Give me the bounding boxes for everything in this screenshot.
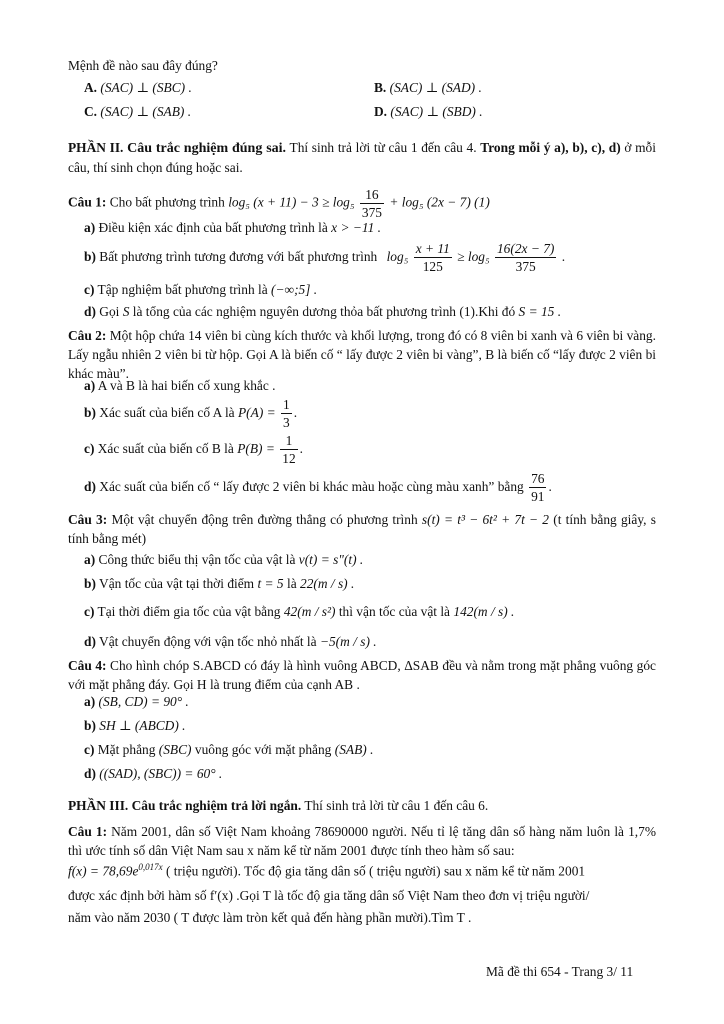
q4-d-label: d) [84, 766, 96, 781]
q1-item-b[interactable] [84, 240, 565, 275]
p3q1-fexp: 0,017x [138, 862, 163, 872]
q2-c-text: Xác suất của biến cố B là [97, 441, 234, 456]
page-footer: Mã đề thi 654 - Trang 3/ 11 [486, 964, 634, 979]
q4-item-b[interactable] [84, 718, 186, 734]
choice-b-label: B. [374, 80, 387, 95]
q4-stem [68, 656, 656, 694]
q2-b-expr: P(A) = [238, 405, 276, 420]
q1-d-text1: Gọi [99, 304, 120, 319]
q1-a-label: a) [84, 220, 96, 235]
q4-a-expr: (SB, CD) = 90° . [98, 694, 189, 709]
q1-d-text2: là tổng của các nghiệm nguyên dương thỏa bất phương trình [132, 304, 456, 319]
q2-b-num: 1 [283, 397, 290, 413]
choice-b-expr: (SAC) ⊥ (SAD) . [389, 80, 482, 95]
p3q1-label: Câu 1: [68, 824, 108, 839]
q1-b-end: . [561, 249, 566, 264]
q4-c-label: c) [84, 742, 95, 757]
q1-a-text: Điều kiện xác định của bất phương trình là [98, 220, 328, 235]
q4-text: Cho hình chóp S.ABCD có đáy là hình vuông ABCD, ΔSAB đều và nằm trong mặt phẳng vuông góc với mặt phẳng đáy. Gọi H là trung điểm của cạnh AB . [68, 658, 656, 692]
q2-item-a[interactable] [84, 378, 276, 394]
q3-item-a[interactable] [84, 552, 363, 568]
q1-item-d[interactable] [84, 304, 561, 320]
q4-d-expr: ((SAD), (SBC)) = 60° . [99, 766, 223, 781]
part2-title-b: Câu trắc nghiệm đúng sai. [127, 141, 287, 156]
q3-d-label: d) [84, 634, 96, 649]
q3-text2: (t tính bằng giây, s tính bằng mét) [68, 512, 656, 546]
q3-label: Câu 3: [68, 512, 108, 527]
q1-frac-num: 16 [360, 186, 384, 204]
q4-c-expr1: (SBC) [158, 742, 192, 757]
choice-a-expr: (SAC) ⊥ (SBC) . [100, 80, 192, 95]
q1-c-expr: (−∞;5] . [271, 282, 318, 297]
q4-item-d[interactable] [84, 766, 222, 782]
q3-stem [68, 510, 656, 548]
q1-fraction [360, 186, 384, 221]
choice-c-expr: (SAC) ⊥ (SAB) . [100, 104, 192, 119]
q1-d-text3: .Khi đó [474, 304, 516, 319]
part3-heading [68, 798, 488, 814]
q1-b-label: b) [84, 249, 96, 264]
part2-title-a: PHẦN II. [68, 140, 124, 155]
q2-b-den: 3 [283, 415, 290, 431]
choice-d-expr: (SAC) ⊥ (SBD) . [390, 104, 483, 119]
q4-b-expr: SH ⊥ (ABCD) . [99, 718, 186, 733]
part2-instr-c: ở mỗi câu, thí sinh chọn đúng hoặc sai. [68, 140, 656, 175]
p3q1-function-line [68, 862, 585, 879]
q3-d-expr: −5(m / s) . [319, 634, 377, 649]
q3-b-text2: là [286, 576, 297, 591]
q2-item-c[interactable]: c) Xác suất của biến cố B là P(B) = $\frac{1}{12}$ . [84, 433, 303, 467]
q2-d-frac [529, 470, 546, 505]
q1-b-frac1-num: x + 11 [415, 241, 450, 257]
q2-c-num: 1 [280, 432, 297, 450]
q2-b-text: Xác suất của biến cố A là [99, 405, 235, 420]
q2-c-den: 12 [282, 451, 296, 467]
q3-c-expr2: 142(m / s) . [453, 604, 515, 619]
q2-b-frac [281, 396, 292, 431]
q1-expr-a: log₅ (x + 11) − 3 ≥ log₅ [228, 194, 355, 210]
p3q1-line4: năm vào năm 2030 ( T được làm tròn kết quả đến hàng phần mười).Tìm T . [68, 910, 472, 925]
q3-a-text: Công thức biểu thị vận tốc của vật là [98, 552, 296, 567]
q4-c-expr2: (SAB) . [334, 742, 374, 757]
q3-expr: s(t) = t³ − 6t² + 7t − 2 [421, 512, 550, 527]
question-prompt: Mệnh đề nào sau đây đúng? [68, 58, 218, 73]
q1-d-ref: (1) [459, 304, 475, 319]
q1-a-expr: x > −11 . [331, 220, 381, 235]
part2-heading [68, 138, 656, 177]
q3-c-label: c) [84, 604, 95, 619]
q2-item-b[interactable]: b) Xác suất của biến cố A là P(A) = $\frac{1}{3}$ . [84, 397, 298, 431]
p3q1-fexpr: f(x) = 78,69e [68, 863, 139, 879]
q4-label: Câu 4: [68, 658, 107, 673]
part3-title: PHẦN III. Câu trắc nghiệm trả lời ngắn. [68, 798, 302, 813]
q3-c-expr1: 42(m / s²) [283, 604, 336, 619]
p3q1-stem [68, 822, 656, 860]
q3-item-d[interactable] [84, 634, 377, 650]
choice-d[interactable] [374, 104, 483, 120]
choice-a-label: A. [84, 80, 98, 95]
q3-text1: Một vật chuyển động trên đường thẳng có phương trình [111, 512, 418, 527]
choice-c-label: C. [84, 104, 98, 119]
q4-c-text1: Mặt phẳng [97, 742, 156, 757]
choice-b[interactable] [374, 80, 482, 96]
q2-text: Một hộp chứa 14 viên bi cùng kích thước và khối lượng, trong đó có 8 viên bi xanh và 6 viên bi vàng. Lấy ngẫu nhiên 2 viên bi từ hộp. Gọi A là biến cố “ lấy được 2 viên bi vàng”, B là biến cố “lấy được 2 viên bi khác màu”. [68, 328, 656, 381]
choice-a[interactable] [84, 80, 192, 96]
q1-b-frac1-den: 125 [422, 259, 443, 275]
p3q1-text2: ( triệu người). Tốc độ gia tăng dân số ( triệu người) sau x năm kể từ năm 2001 [166, 863, 586, 879]
q3-b-expr1: t = 5 [257, 576, 284, 591]
q3-b-expr2: 22(m / s) . [300, 576, 355, 591]
q1-b-frac2-num: 16(2x − 7) [496, 241, 555, 257]
q1-b-text: Bất phương trình tương đương với bất phương trình [99, 249, 378, 264]
q1-frac-den: 375 [361, 205, 382, 220]
q2-item-d[interactable]: d) Xác suất của biến cố “ lấy được 2 viên bi khác màu hoặc cùng màu xanh” bằng $\frac{76}{91}$ . [84, 471, 552, 505]
q4-c-text2: vuông góc với mặt phẳng [194, 742, 332, 757]
q2-d-den: 91 [531, 489, 545, 505]
q1-stem [68, 186, 490, 221]
q3-a-expr: v(t) = s"(t) . [298, 552, 364, 567]
part3-instr: Thí sinh trả lời từ câu 1 đến câu 6. [304, 798, 489, 813]
p3q1-text: Năm 2001, dân số Việt Nam khoảng 78690000 người. Nếu tỉ lệ tăng dân số hàng năm luôn là 1,7% thì ước tính số dân Việt Nam sau x năm kể từ năm 2001 được tính theo hàm số sau: [68, 824, 656, 858]
q2-stem [68, 326, 656, 383]
choice-c[interactable] [84, 104, 191, 120]
q1-c-label: c) [84, 282, 95, 297]
q2-label: Câu 2: [68, 328, 107, 343]
q1-b-frac2 [495, 240, 556, 275]
q3-item-b[interactable] [84, 576, 354, 592]
q2-a-text: A và B là hai biến cố xung khắc . [97, 378, 276, 393]
q2-c-expr: P(B) = [237, 441, 275, 456]
q1-item-c[interactable] [84, 282, 317, 298]
q2-d-label: d) [84, 479, 96, 494]
p3q1-line3: được xác định bởi hàm số f′(x) .Gọi T là tốc độ gia tăng dân số Việt Nam theo đơn vị triệu người/ [68, 888, 590, 903]
q3-c-text2: thì vận tốc của vật là [338, 604, 451, 619]
q2-a-label: a) [84, 378, 96, 393]
q1-text: Cho bất phương trình [109, 194, 225, 210]
q1-b-mid: ≥ log₅ [457, 249, 490, 264]
q1-b-frac1 [414, 240, 452, 275]
q2-d-text: Xác suất của biến cố “ lấy được 2 viên bi khác màu hoặc cùng màu xanh” bằng [99, 479, 524, 494]
q3-d-text: Vật chuyển động với vận tốc nhỏ nhất là [99, 634, 317, 649]
q2-d-num: 76 [531, 471, 545, 487]
q1-d-expr: S = 15 . [518, 304, 562, 319]
q1-expr-b: + log₅ (2x − 7) (1) [389, 194, 490, 210]
q4-item-a[interactable] [84, 694, 189, 710]
q3-b-text1: Vận tốc của vật tại thời điểm [99, 576, 255, 591]
q1-c-text: Tập nghiệm bất phương trình là [97, 282, 268, 297]
choice-d-label: D. [374, 104, 388, 119]
q1-item-a[interactable] [84, 220, 381, 236]
q2-b-label: b) [84, 405, 96, 420]
q1-d-var: S [122, 304, 130, 319]
q1-label: Câu 1: [68, 194, 107, 210]
q4-item-c[interactable] [84, 742, 373, 758]
q3-b-label: b) [84, 576, 96, 591]
q3-item-c[interactable] [84, 604, 514, 620]
q2-c-label: c) [84, 441, 95, 456]
q3-a-label: a) [84, 552, 96, 567]
q1-b-log1: log₅ [386, 249, 409, 264]
part2-instr-a: Thí sinh trả lời từ câu 1 đến câu 4. [289, 140, 477, 155]
part2-instr-b: Trong mỗi ý a), b), c), d) [480, 140, 621, 155]
q3-c-text1: Tại thời điểm gia tốc của vật bằng [97, 604, 281, 619]
q1-d-label: d) [84, 304, 96, 319]
q4-a-label: a) [84, 694, 96, 709]
q1-b-frac2-den: 375 [515, 259, 536, 275]
q4-b-label: b) [84, 718, 96, 733]
q2-c-frac [280, 432, 297, 467]
